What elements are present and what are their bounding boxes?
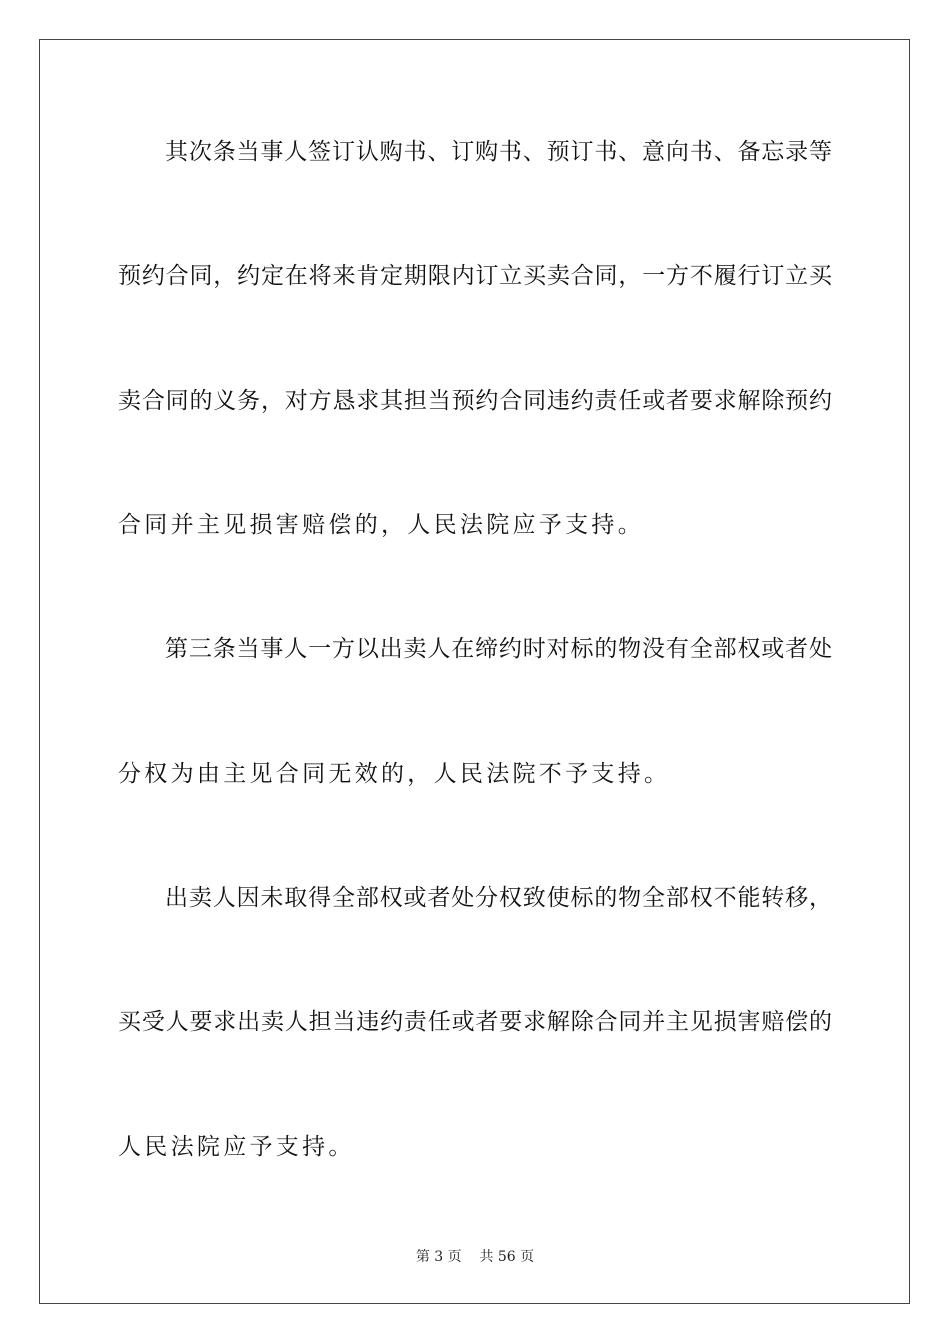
paragraph-line: 第三条当事人一方以出卖人在缔约时对标的物没有全部权或者处 <box>165 636 832 662</box>
paragraph-line: 分权为由主见合同无效的，人民法院不予支持。 <box>118 761 671 787</box>
paragraph-line: 预约合同，约定在将来肯定期限内订立买卖合同，一方不履行订立买 <box>118 263 832 289</box>
page-number: 第 3 页 <box>415 1249 462 1265</box>
paragraph-line: 卖合同的义务，对方恳求其担当预约合同违约责任或者要求解除预约 <box>118 388 832 414</box>
page-footer <box>0 1247 950 1267</box>
paragraph-line: 出卖人因未取得全部权或者处分权致使标的物全部权不能转移， <box>165 885 832 911</box>
paragraph-line: 其次条当事人签订认购书、订购书、预订书、意向书、备忘录等 <box>165 139 832 165</box>
page-total: 共 56 页 <box>479 1249 535 1265</box>
paragraph-line: 买受人要求出卖人担当违约责任或者要求解除合同并主见损害赔偿的 <box>118 1009 832 1035</box>
page-border <box>39 39 910 1304</box>
paragraph-line: 合同并主见损害赔偿的，人民法院应予支持。 <box>118 512 644 538</box>
paragraph-line: 人民法院应予支持。 <box>118 1134 355 1160</box>
